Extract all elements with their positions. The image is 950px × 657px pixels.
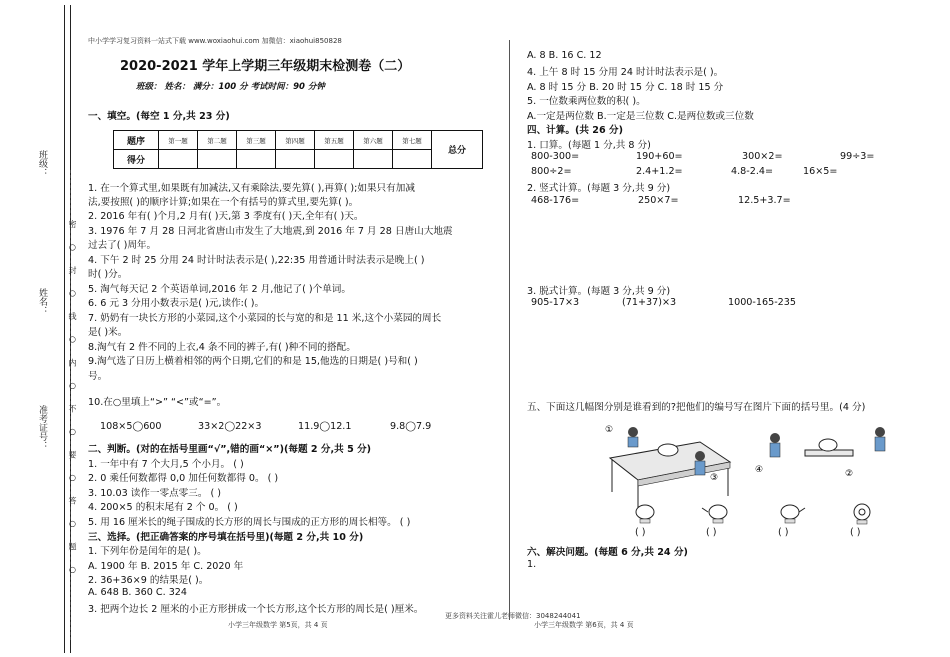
oral-item: 4.8-2.4= [731,166,774,177]
child-icon [695,451,705,461]
score-cell[interactable] [198,150,237,169]
section-5-heading: 五、下面这几幅图分别是谁看到的?把他们的编号写在图片下面的括号里。(4 分) [527,402,866,413]
score-cell[interactable] [354,150,393,169]
kettle-icon [658,444,678,456]
vertical-title: 2. 竖式计算。(每题 3 分,共 9 分) [527,183,671,194]
q9-line: 号。 [88,371,108,382]
section-6-heading: 六、解决问题。(每题 6 分,共 24 分) [527,547,688,558]
oral-item: 800-300= [531,151,580,162]
oral-item: 190+60= [636,151,683,162]
answer-paren[interactable]: ( ) [850,527,861,538]
q9-line: 9.淘气选了日历上横着相邻的两个日期,它们的和是 15,他选的日期是( )号和( ) [88,356,418,367]
score-col-4: 第四题 [276,131,315,150]
vertical-item: 468-176= [531,195,580,206]
score-cell[interactable] [159,150,198,169]
choice-line: 4. 上午 8 时 15 分用 24 时计时法表示是( )。 [527,67,724,78]
view-option [702,505,727,523]
score-total: 总分 [432,131,483,169]
vertical-item: 12.5+3.7= [738,195,791,206]
view-option [636,505,654,523]
oral-title: 1. 口算。(每题 1 分,共 8 分) [527,140,651,151]
answer-paren[interactable]: ( ) [635,527,646,538]
compare-item: 11.9◯12.1 [298,421,352,432]
pic-label-2: ② [845,469,854,479]
score-col-5: 第五题 [315,131,354,150]
score-col-6: 第六题 [354,131,393,150]
step-item: 905-17×3 [531,297,580,308]
q2-line: 2. 2016 年有( )个月,2 月有( )天,第 3 季度有( )天,全年有( )天。 [88,211,364,222]
choice-line: A.一定是两位数 B.一定是三位数 C.是两位数或三位数 [527,111,754,122]
class-label: 班级： [37,150,47,177]
view-illustration [600,420,910,540]
page-title: 2020-2021 学年上学期三年级期末检测卷（二） [120,59,411,74]
score-table [113,130,483,169]
oral-item: 800÷2= [531,166,572,177]
q1-line: 法,要按照( )的顺序计算;如果在一个有括号的算式里,要先算( )。 [88,197,359,208]
q1-line: 1. 在一个算式里,如果既有加减法,又有乘除法,要先算( ),再算( );如果只有加减 [88,183,415,194]
step-item: (71+37)×3 [622,297,677,308]
score-cell[interactable] [276,150,315,169]
score-col-2: 第二题 [198,131,237,150]
step-item: 1000-165-235 [728,297,796,308]
problem-1: 1. [527,559,537,570]
answer-paren[interactable]: ( ) [778,527,789,538]
column-divider [509,40,510,620]
answer-paren[interactable]: ( ) [706,527,717,538]
q7-line: 是( )米。 [88,327,128,338]
judge-item: 3. 10.03 读作一零点零三。 ( ) [88,488,222,499]
child-icon [628,427,638,437]
oral-item: 99÷3= [840,151,875,162]
section-3-heading: 三、选择。(把正确答案的序号填在括号里)(每题 2 分,共 10 分) [88,532,364,543]
choice-line: 2. 36+36×9 的结果是( )。 [88,575,209,586]
compare-item: 33×2◯22×3 [198,421,262,432]
section-1-heading: 一、填空。(每空 1 分,共 23 分) [88,111,230,122]
q7-line: 7. 奶奶有一块长方形的小菜园,这个小菜园的长与宽的和是 11 米,这个小菜园的周长 [88,313,442,324]
q8-line: 8.淘气有 2 件不同的上衣,4 条不同的裤子,有( )种不同的搭配。 [88,342,356,353]
score-col-3: 第三题 [237,131,276,150]
child-icon [770,433,780,443]
q4-line: 4. 下午 2 时 25 分用 24 时计时法表示是( ),22:35 用普通计时法表示是晚上( ) [88,255,425,266]
name-label: 姓名： [37,288,47,315]
q4-line: 时( )分。 [88,269,128,280]
oral-item: 300×2= [742,151,783,162]
choice-line: A. 648 B. 360 C. 324 [88,587,188,598]
compare-item: 108×5◯600 [100,421,162,432]
view-option [781,505,805,523]
view-option [854,504,870,524]
q5-line: 5. 淘气每天记 2 个英语单词,2016 年 2 月,他记了( )个单词。 [88,284,351,295]
section-2-heading: 二、判断。(对的在括号里画“√”,错的画“×”)(每题 2 分,共 5 分) [88,444,372,455]
pic-label-1: ① [605,425,614,435]
choice-line: A. 8 B. 16 C. 12 [527,50,602,61]
step-title: 3. 脱式计算。(每题 3 分,共 9 分) [527,286,671,297]
judge-item: 4. 200×5 的积末尾有 2 个 0。 ( ) [88,502,238,513]
judge-item: 2. 0 乘任何数都得 0,0 加任何数都得 0。 ( ) [88,473,279,484]
compare-item: 9.8◯7.9 [390,421,432,432]
q3-line: 过去了( )周年。 [88,240,157,251]
choice-line: A. 1900 年 B. 2015 年 C. 2020 年 [88,561,244,572]
section-4-heading: 四、计算。(共 26 分) [527,125,623,136]
choice-line: 5. 一位数乘两位数的积( )。 [527,96,646,107]
q3-line: 3. 1976 年 7 月 28 日河北省唐山市发生了大地震,到 2016 年 7 月 28 日唐山大地震 [88,226,453,237]
choice-line: A. 8 时 15 分 B. 20 时 15 分 C. 18 时 15 分 [527,82,724,93]
oral-item: 2.4+1.2= [636,166,683,177]
score-col-7: 第七题 [393,131,432,150]
judge-item: 5. 用 16 厘米长的绳子围成的长方形的周长与围成的正方形的周长相等。 ( ) [88,517,411,528]
footer-left: 小学三年级数学 第5页，共 4 页 [228,621,328,629]
score-col-1: 第一题 [159,131,198,150]
judge-item: 1. 一年中有 7 个大月,5 个小月。 ( ) [88,459,244,470]
choice-line: 3. 把两个边长 2 厘米的小正方形拼成一个长方形,这个长方形的周长是( )厘米。 [88,604,424,615]
vertical-item: 250×7= [638,195,679,206]
score-cell[interactable] [237,150,276,169]
footer-mid: 更多资料关注霍儿老师微信：3048244041 [445,612,581,620]
q10-text: 10.在○里填上“>” “<”或“=”。 [88,397,227,408]
score-table-row2-label: 得分 [114,150,159,169]
pic-label-4: ④ [755,465,764,475]
score-cell[interactable] [315,150,354,169]
q6-line: 6. 6 元 3 分用小数表示是( )元,读作:( )。 [88,298,265,309]
pic-label-3: ③ [710,473,719,483]
footer-right: 小学三年级数学 第6页，共 4 页 [534,621,634,629]
kettle-icon [819,439,837,451]
seal-text: 密 ○ 封 ○ 线 ○ 内 ○ 不 ○ 要 ○ 答 ○ 题 ○ [68,220,77,581]
choice-line: 1. 下列年份是闰年的是( )。 [88,546,207,557]
oral-item: 16×5= [803,166,838,177]
child-icon [875,427,885,437]
score-cell[interactable] [393,150,432,169]
header-note: 中小学学习复习资料一站式下载 www.woxiaohui.com 加微信：xiaohui850828 [88,37,342,45]
info-line: 班级： 姓名： 满分：100 分 考试时间：90 分钟 [136,82,325,92]
score-table-row-label: 题序 [114,131,159,150]
id-label: 准考证号： [37,405,47,450]
